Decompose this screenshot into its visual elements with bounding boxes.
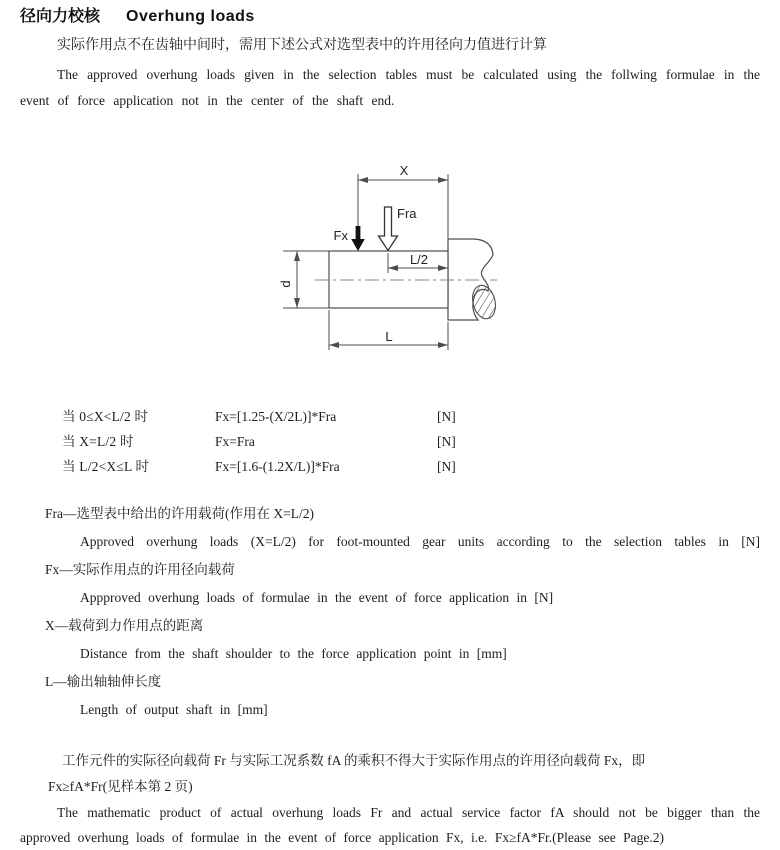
intro-paragraph-en: The approved overhung loads given in the selection tables must be calculated using the follwing formulae in the event of force application not in the center of the shaft end. <box>20 67 760 108</box>
dimension-l-half-label: L/2 <box>409 252 429 267</box>
note-paragraph-en: The mathematic product of actual overhung loads Fr and actual service factor fA should not be bigger than the approved overhung loads of formulae in the event of force application Fx, i.e. Fx≥fA*Fr.(Please see Page.2) <box>20 805 760 845</box>
intro-paragraph-zh: 实际作用点不在齿轴中间时，需用下述公式对选型表中的许用径向力值进行计算 <box>57 38 547 53</box>
page-title-en: Overhung loads <box>126 8 255 25</box>
formula-unit: [N] <box>437 434 456 449</box>
dimension-l <box>329 310 448 350</box>
formula-unit: [N] <box>437 459 456 474</box>
definition-desc-x: Distance from the shaft shoulder to the force application point in [mm] <box>80 646 507 661</box>
page-title-zh: 径向力校核 <box>20 8 101 25</box>
note-paragraph-zh-line2: Fx≥fA*Fr(见样本第 2 页) <box>48 779 193 794</box>
formula-row-1 <box>62 404 760 429</box>
formula-row-3 <box>62 454 760 479</box>
definition-desc-fra: Approved overhung loads (X=L/2) for foot-mounted gear units according to the selection tables in [N] <box>80 534 760 549</box>
fx-force-arrow <box>334 226 365 251</box>
shaft-load-diagram <box>278 160 520 362</box>
dimension-d-label: d <box>278 280 293 288</box>
definition-term-l: L—输出轴轴伸长度 <box>45 674 162 689</box>
definition-term-fra: Fra—选型表中给出的许用载荷(作用在 X=L/2) <box>45 506 314 521</box>
definition-desc-l: Length of output shaft in [mm] <box>80 702 268 717</box>
formula-condition: 当 X=L/2 时 <box>62 434 134 449</box>
dimension-l-label: L <box>385 329 393 344</box>
formula-table <box>20 404 760 479</box>
formula-expression: Fx=Fra <box>215 434 255 449</box>
dimension-x-label: X <box>399 163 409 178</box>
formula-expression: Fx=[1.6-(1.2X/L)]*Fra <box>215 459 340 474</box>
shaft-load-diagram-svg <box>278 160 520 362</box>
fra-force-arrow <box>379 206 418 251</box>
page-title <box>20 7 760 27</box>
definitions-list <box>20 500 760 724</box>
definition-term-fx: Fx—实际作用点的许用径向载荷 <box>45 562 235 577</box>
definition-desc-fx: Appproved overhung loads of formulae in the event of force application in [N] <box>80 590 554 605</box>
formula-expression: Fx=[1.25-(X/2L)]*Fra <box>215 409 337 424</box>
definition-term-x: X—载荷到力作用点的距离 <box>45 618 204 633</box>
note-paragraph-zh-line1: 工作元件的实际径向载荷 Fr 与实际工况系数 fA 的乘积不得大于实际作用点的许用径向载荷 Fx，即 <box>62 753 646 768</box>
formula-unit: [N] <box>437 409 456 424</box>
dimension-x <box>358 163 448 239</box>
formula-row-2 <box>62 429 760 454</box>
formula-condition: 当 L/2<X≤L 时 <box>62 459 150 474</box>
formula-condition: 当 0≤X<L/2 时 <box>62 409 149 424</box>
fx-label: Fx <box>333 228 348 243</box>
fra-label: Fra <box>397 206 417 221</box>
